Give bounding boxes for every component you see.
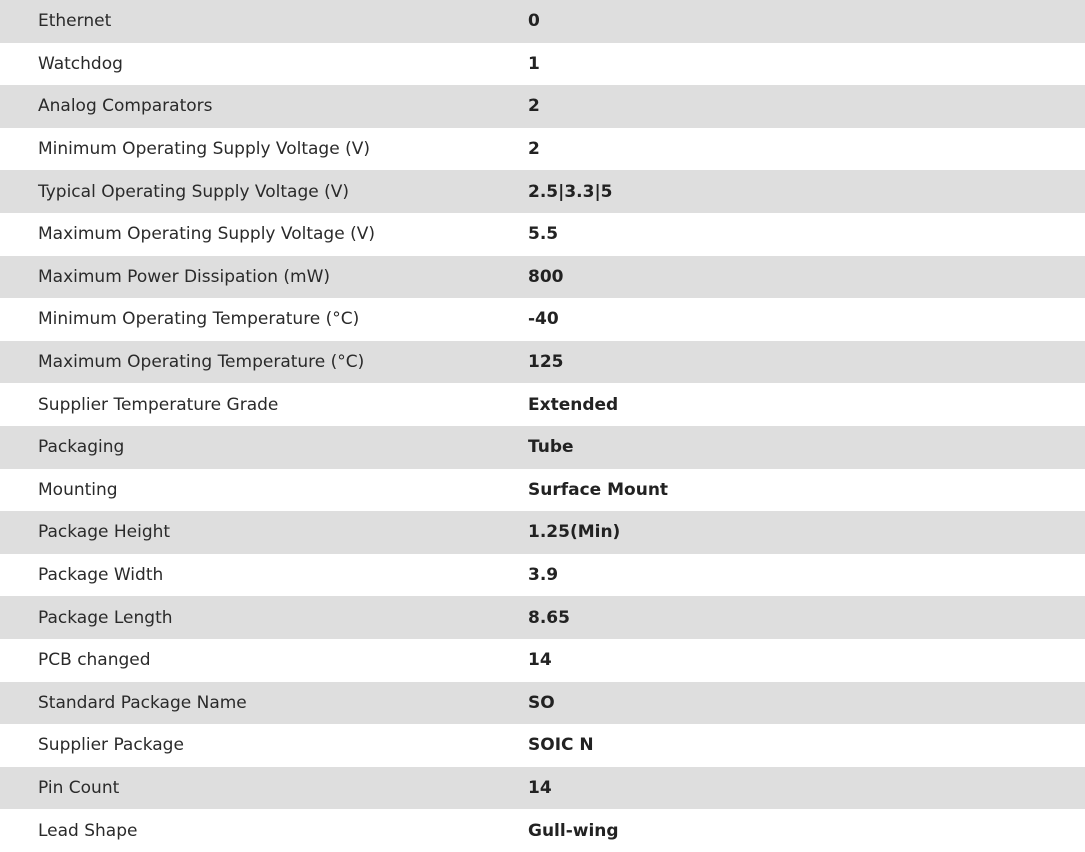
- spec-label: Analog Comparators: [38, 96, 213, 117]
- spec-value: SO: [528, 692, 555, 713]
- spec-row-standard-package-name: [0, 682, 1085, 725]
- spec-row-mounting: [0, 469, 1085, 512]
- spec-value: -40: [528, 309, 559, 330]
- spec-row-min-supply-voltage: [0, 128, 1085, 171]
- spec-row-max-supply-voltage: [0, 213, 1085, 256]
- spec-value: 2: [528, 139, 540, 160]
- spec-row-ethernet: [0, 0, 1085, 43]
- spec-row-package-height: [0, 511, 1085, 554]
- spec-row-pin-count: [0, 767, 1085, 810]
- spec-row-typical-supply-voltage: [0, 170, 1085, 213]
- spec-label: Maximum Operating Temperature (°C): [38, 352, 365, 373]
- spec-value: 14: [528, 777, 552, 798]
- spec-label: Package Height: [38, 522, 171, 543]
- spec-value: Tube: [528, 437, 574, 458]
- spec-value: 0: [528, 11, 540, 32]
- spec-label: Maximum Power Dissipation (mW): [38, 266, 331, 287]
- spec-label: Supplier Package: [38, 735, 184, 756]
- spec-value: 1: [528, 53, 540, 74]
- spec-label: Minimum Operating Supply Voltage (V): [38, 139, 370, 160]
- spec-row-package-length: [0, 596, 1085, 639]
- spec-value: 14: [528, 650, 552, 671]
- spec-label: Watchdog: [38, 53, 123, 74]
- spec-label: Package Width: [38, 565, 164, 586]
- spec-value: 5.5: [528, 224, 559, 245]
- spec-row-min-operating-temperature: [0, 298, 1085, 341]
- spec-row-pcb-changed: [0, 639, 1085, 682]
- spec-label: Supplier Temperature Grade: [38, 394, 279, 415]
- spec-label: PCB changed: [38, 650, 151, 671]
- spec-value: 3.9: [528, 565, 559, 586]
- spec-value: SOIC N: [528, 735, 594, 756]
- spec-value: 800: [528, 266, 564, 287]
- spec-label: Lead Shape: [38, 820, 138, 841]
- spec-value: 2: [528, 96, 540, 117]
- spec-label: Typical Operating Supply Voltage (V): [38, 181, 349, 202]
- spec-row-watchdog: [0, 43, 1085, 86]
- spec-value: Extended: [528, 394, 619, 415]
- spec-value: 1.25(Min): [528, 522, 621, 543]
- spec-label: Mounting: [38, 479, 118, 500]
- spec-label: Minimum Operating Temperature (°C): [38, 309, 360, 330]
- spec-value: 2.5|3.3|5: [528, 181, 613, 202]
- spec-label: Ethernet: [38, 11, 112, 32]
- spec-row-max-operating-temperature: [0, 341, 1085, 384]
- spec-value: Surface Mount: [528, 479, 669, 500]
- spec-row-supplier-temperature-grade: [0, 383, 1085, 426]
- spec-row-supplier-package: [0, 724, 1085, 767]
- spec-value: 125: [528, 352, 564, 373]
- spec-value: Gull-wing: [528, 820, 619, 841]
- spec-label: Maximum Operating Supply Voltage (V): [38, 224, 375, 245]
- spec-value: 8.65: [528, 607, 570, 628]
- spec-label: Package Length: [38, 607, 173, 628]
- spec-row-max-power-dissipation: [0, 256, 1085, 299]
- spec-label: Packaging: [38, 437, 125, 458]
- spec-row-analog-comparators: [0, 85, 1085, 128]
- spec-row-package-width: [0, 554, 1085, 597]
- spec-row-packaging: [0, 426, 1085, 469]
- spec-row-lead-shape: [0, 809, 1085, 852]
- spec-label: Standard Package Name: [38, 692, 247, 713]
- spec-label: Pin Count: [38, 777, 120, 798]
